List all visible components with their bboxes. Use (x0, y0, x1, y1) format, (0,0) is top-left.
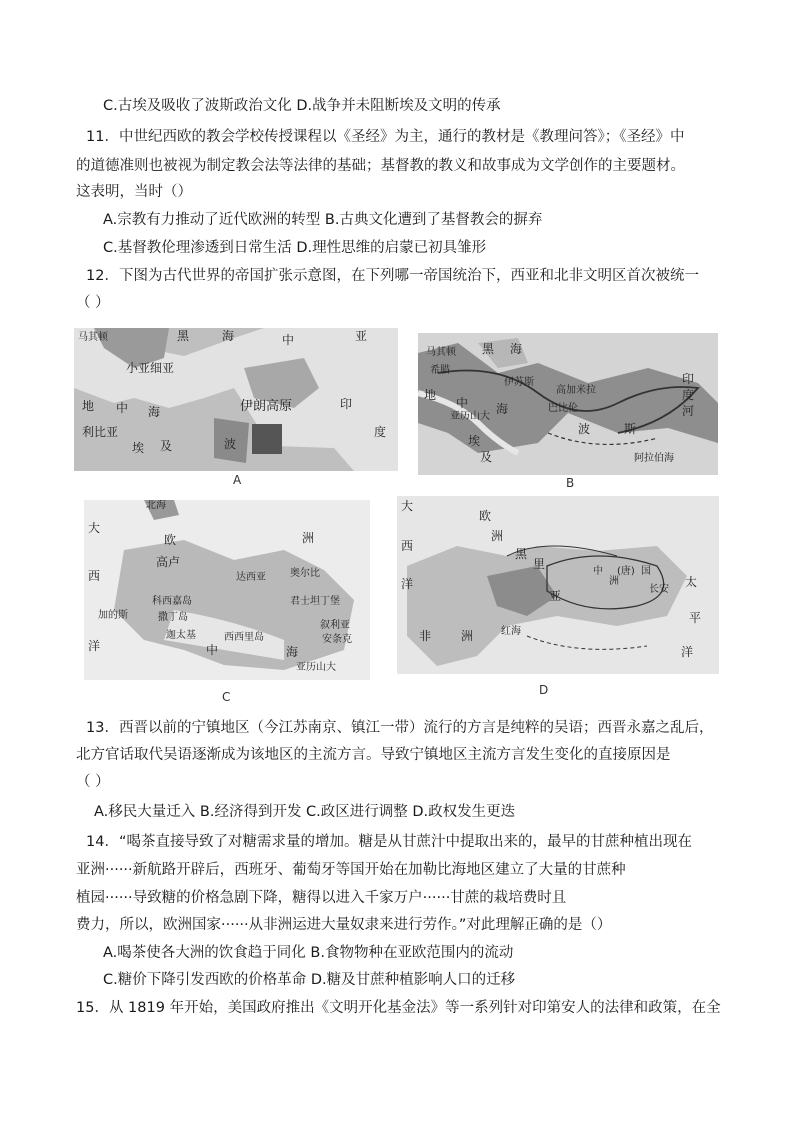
map-d-label-2: 洋 (401, 577, 414, 591)
q13-stem-line-3: （ ） (76, 774, 110, 790)
map-d-label-0: 大 (401, 499, 414, 513)
q12-stem-line-1: 12．下图为古代世界的帝国扩张示意图，在下列哪一帝国统治下，西亚和北非文明区首次被统一 (86, 268, 699, 284)
map-d-label-13: 非 (419, 629, 432, 643)
map-b-label-13: 波 (578, 422, 591, 436)
map-c-label-1: 大 (88, 521, 101, 535)
q14-stem-line-3: 植园······导致糖的价格急剧下降，糖得以进入千家万户······甘蔗的栽培费时且 (76, 890, 567, 906)
map-b-label-11: 埃 (468, 434, 481, 448)
map-a-label-4: 亚 (355, 329, 368, 343)
map-c-label-10: 加的斯 (98, 610, 128, 621)
map-b-label-3: 希腊 (430, 365, 450, 376)
q14-options-cd: C.糖价下降引发西欧的价格革命 D.糖及甘蔗种植影响人口的迁移 (103, 972, 516, 988)
map-a-label-13: 波 (224, 437, 237, 451)
q11-stem-line-2: 的道德准则也被视为制定教会法等法律的基础；基督教的教义和故事成为文学创作的主要题材。 (76, 158, 685, 174)
map-d-label-8: 洲 (609, 576, 619, 587)
map-c-label-2: 欧 (164, 533, 177, 547)
map-b (418, 333, 718, 475)
map-d-label-4: 洲 (491, 529, 504, 543)
q11-options-cd: C.基督教伦理渗透到日常生活 D.理性思维的启蒙已初具雏形 (103, 240, 487, 256)
map-c-label-6: 达西亚 (236, 572, 266, 583)
map-c-label-9: 君士坦丁堡 (290, 596, 340, 607)
map-c-label-11: 撒丁岛 (158, 612, 188, 623)
map-a-label-14: 印 (340, 397, 353, 411)
map-c-label-17: 叙利亚 (320, 620, 350, 631)
map-d-label-17: 平 (689, 611, 702, 625)
q13-stem-line-1: 13．西晋以前的宁镇地区（今江苏南京、镇江一带）流行的方言是纯粹的吴语；西晋永嘉之乱后， (86, 720, 714, 736)
map-d-graphic (397, 496, 719, 674)
map-c-label-7: 奥尔比 (290, 568, 320, 579)
map-c-label-19: 洋 (88, 639, 101, 653)
map-a-label-macedonia: 马其顿 (78, 332, 108, 343)
map-a-label-2: 海 (222, 329, 235, 343)
map-c (84, 500, 370, 680)
map-a (74, 328, 398, 471)
map-b-label-18: 阿拉伯海 (634, 453, 674, 464)
map-c-label-13: 西西里岛 (224, 632, 264, 643)
map-c-label-14: 中 (206, 643, 219, 657)
map-c-caption: C (222, 690, 231, 704)
map-a-label-9: 伊朗高原 (240, 399, 293, 414)
map-a-label-10: 利比亚 (82, 425, 119, 439)
q10-options-cd: C.古埃及吸收了波斯政治文化 D.战争并未阻断埃及文明的传承 (103, 98, 501, 114)
map-c-label-15: 海 (286, 645, 299, 659)
q11-options-ab: A.宗教有力推动了近代欧洲的转型 B.古典文化遭到了基督教会的摒弃 (103, 212, 543, 228)
q11-stem-line-1: 11．中世纪西欧的教会学校传授课程以《圣经》为主，通行的教材是《教理问答》；《圣经》中 (86, 129, 685, 145)
q15-stem-line-1: 15．从 1819 年开始，美国政府推出《文明开化基金法》等一系列针对印第安人的法律和政策，在全 (76, 1000, 721, 1016)
map-b-label-2: 海 (510, 342, 523, 356)
q14-stem-line-2: 亚洲······新航路开辟后，西班牙、葡萄牙等国开始在加勒比海地区建立了大量的甘蔗种 (76, 862, 626, 878)
map-c-label-18: 安条克 (322, 634, 352, 645)
map-d-label-11: 国 (641, 566, 651, 577)
map-b-label-4: 伊苏斯 (504, 377, 534, 388)
map-a-label-5: 小亚细亚 (126, 361, 175, 375)
map-a-label-12: 及 (160, 439, 173, 453)
map-a-label-8: 海 (148, 405, 161, 419)
map-b-label-6: 中 (456, 396, 469, 410)
map-d (397, 496, 719, 674)
map-c-label-4: 西 (88, 569, 101, 583)
map-c-graphic (84, 500, 370, 680)
map-d-caption: D (539, 683, 549, 697)
map-d-label-16: 太 (685, 575, 698, 589)
map-d-label-18: 洋 (681, 645, 694, 659)
map-b-label-15: 印 (682, 372, 695, 386)
map-d-label-6: 里 (533, 557, 546, 571)
q14-options-ab: A.喝茶使各大洲的饮食趋于同化 B.食物物种在亚欧范围内的流动 (103, 945, 514, 961)
map-b-graphic (418, 333, 718, 475)
q14-stem-line-4: 费力，所以，欧洲国家······从非洲运进大量奴隶来进行劳作。”对此理解正确的是（） (76, 917, 612, 933)
map-d-label-12: 长安 (649, 584, 669, 595)
map-b-label-16: 度 (682, 388, 695, 402)
q12-stem-line-2: （ ） (76, 295, 110, 311)
map-c-label-8: 科西嘉岛 (152, 596, 192, 607)
map-b-label-10: 亚历山大 (450, 411, 490, 422)
map-b-label-0: 马其顿 (426, 347, 456, 358)
q11-stem-line-3: 这表明，当时（） (76, 184, 192, 200)
q13-options: A.移民大量迁入 B.经济得到开发 C.政区进行调整 D.政权发生更迭 (94, 804, 516, 820)
map-c-label-5: 高卢 (156, 555, 181, 569)
map-b-label-14: 斯 (624, 422, 637, 436)
map-b-label-7: 地 (424, 388, 437, 402)
map-d-label-5: 黑 (515, 547, 528, 561)
map-d-label-14: 洲 (461, 629, 474, 643)
map-d-label-15: 红海 (501, 626, 521, 637)
map-c-label-0: 北海 (146, 500, 166, 511)
map-d-label-3: 欧 (479, 509, 492, 523)
map-a-label-11: 埃 (132, 441, 145, 455)
map-b-label-8: 海 (496, 402, 509, 416)
map-a-graphic (74, 328, 398, 471)
map-d-label-10: (唐) (617, 566, 635, 577)
map-a-caption: A (233, 473, 242, 487)
map-b-label-17: 河 (682, 404, 695, 418)
map-b-label-9: 巴比伦 (548, 403, 578, 414)
map-b-label-12: 及 (480, 450, 493, 464)
map-a-label-15: 度 (374, 425, 387, 439)
map-d-label-9: 中 (593, 566, 603, 577)
q14-stem-line-1: 14．“喝茶直接导致了对糖需求量的增加。糖是从甘蔗汁中提取出来的，最早的甘蔗种植出现在 (86, 834, 692, 850)
map-b-label-5: 高加米拉 (556, 385, 596, 396)
map-a-label-1: 黑 (177, 329, 190, 343)
map-a-label-7: 中 (116, 401, 129, 415)
q13-stem-line-2: 北方官话取代吴语逐渐成为该地区的主流方言。导致宁镇地区主流方言发生变化的直接原因是 (76, 747, 671, 763)
map-d-label-7: 亚 (549, 589, 562, 603)
map-d-label-1: 西 (401, 539, 414, 553)
map-c-label-16: 亚历山大 (296, 662, 336, 673)
map-a-label-3: 中 (282, 333, 295, 347)
map-c-label-3: 洲 (302, 531, 315, 545)
map-b-caption: B (566, 476, 575, 490)
map-b-label-1: 黑 (482, 342, 495, 356)
map-c-label-12: 迦太基 (166, 630, 196, 641)
map-a-label-6: 地 (82, 399, 95, 413)
